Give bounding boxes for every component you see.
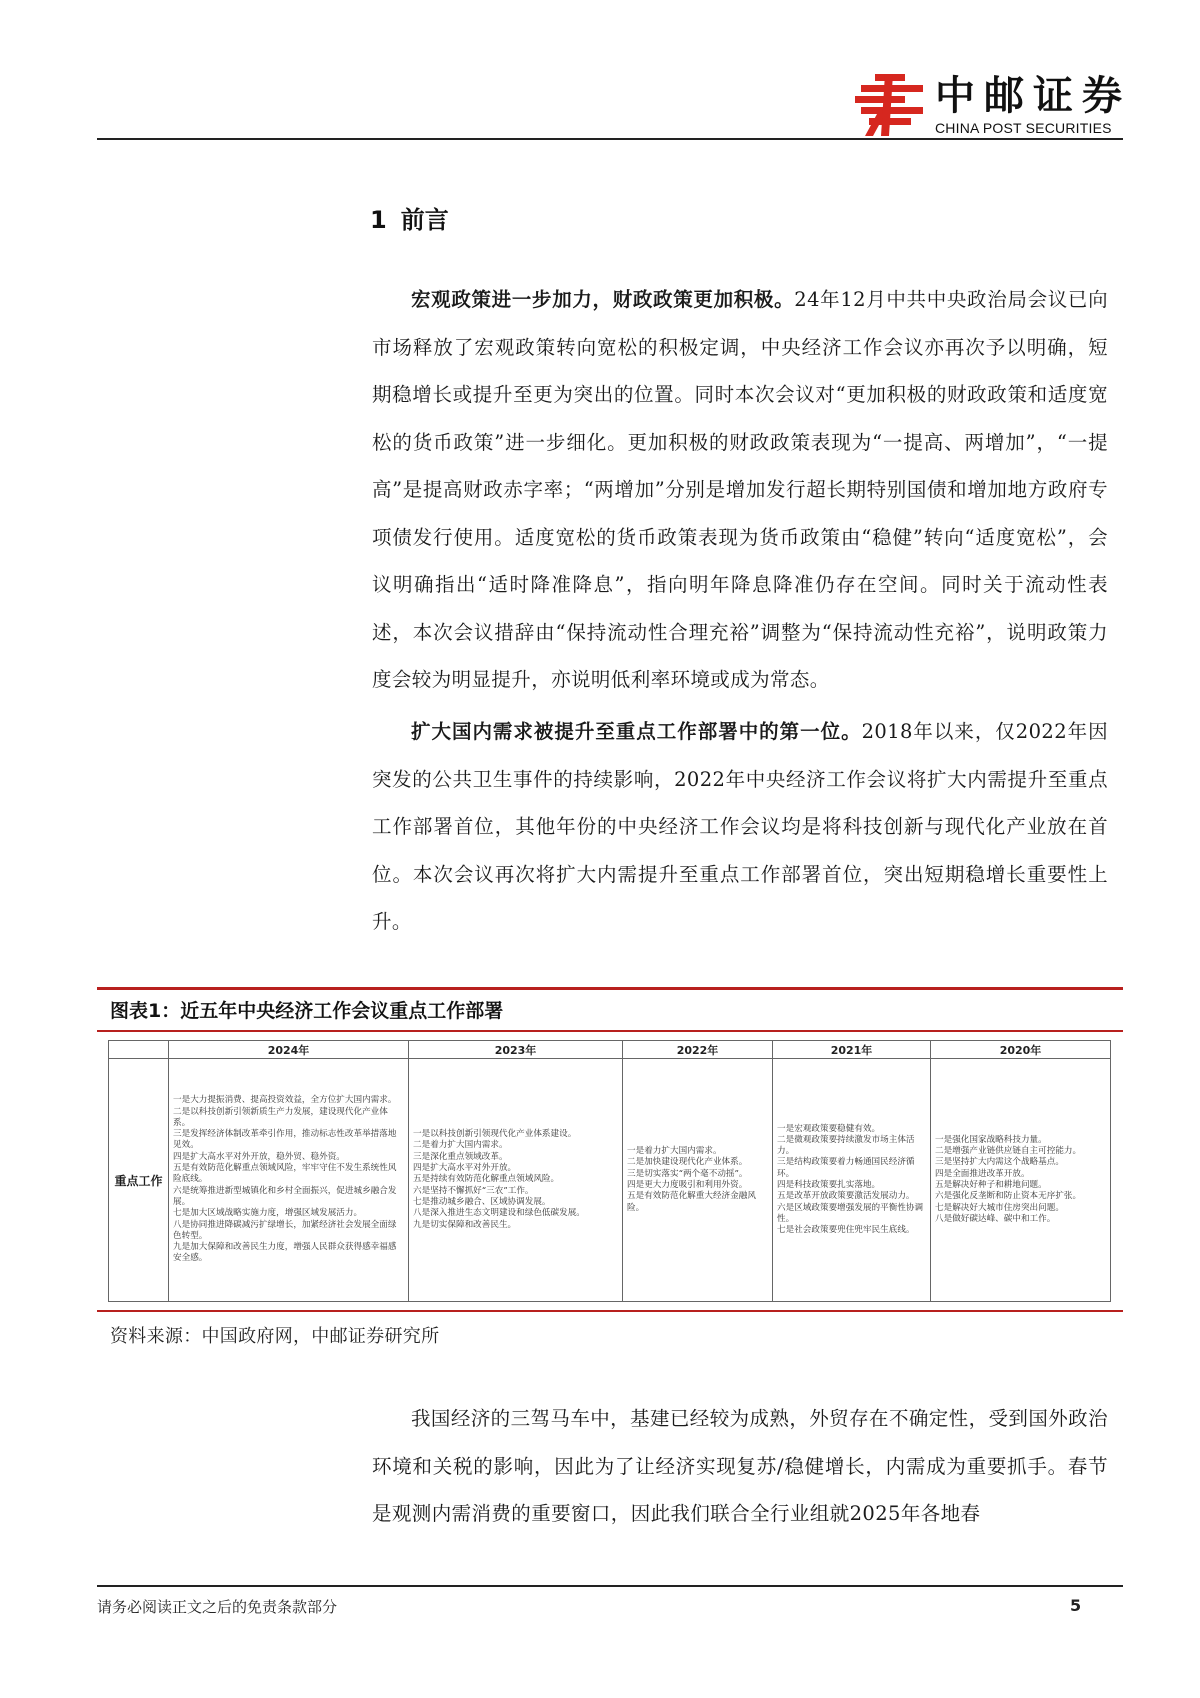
- footer-divider: [97, 1585, 1123, 1587]
- table-header-row: [109, 1041, 1111, 1059]
- table-cell-item: 二是着力扩大国内需求。: [413, 1140, 508, 1151]
- table-cell-item: 七是推动城乡融合、区域协调发展。: [413, 1196, 551, 1207]
- brand-name-cn: 中邮证券: [935, 73, 1131, 119]
- table-cell-item: 一是大力提振消费、提高投资效益，全方位扩大国内需求。: [173, 1095, 397, 1106]
- table-cell-item: 九是切实保障和改善民生。: [413, 1219, 517, 1230]
- table-cell-item: 四是扩大高水平对外开放，稳外贸、稳外资。: [173, 1151, 345, 1162]
- table-cell-item: 四是更大力度吸引和利用外资。: [627, 1180, 748, 1190]
- table-cell-item: 八是协同推进降碳减污扩绿增长，加紧经济社会发展全面绿色转型。: [173, 1219, 397, 1241]
- table-cell-item: 一是宏观政策要稳健有效。: [777, 1123, 881, 1134]
- table-cell-item: 六是统筹推进新型城镇化和乡村全面振兴，促进城乡融合发展。: [173, 1185, 397, 1207]
- table-header-blank: [109, 1041, 169, 1059]
- column-header: 2024年: [169, 1041, 409, 1059]
- table-cell-2024: [169, 1059, 409, 1302]
- table-cell-item: 五是改革开放政策要激活发展动力。: [777, 1191, 915, 1202]
- paragraph-2: [372, 708, 1108, 946]
- table-cell-item: 三是坚持扩大内需这个战略基点。: [935, 1157, 1064, 1168]
- table-cell-item: 七是社会政策要兜住兜牢民生底线。: [777, 1225, 915, 1236]
- footer-disclaimer: 请务必阅读正文之后的免责条款部分: [97, 1598, 338, 1616]
- column-header: 2023年: [409, 1041, 623, 1059]
- table-cell-item: 七是解决好大城市住房突出问题。: [935, 1202, 1064, 1213]
- column-header: 2021年: [773, 1041, 931, 1059]
- figure-title-rule: [97, 1030, 1123, 1032]
- table-cell-item: 八是做好碳达峰、碳中和工作。: [935, 1213, 1056, 1224]
- row-header: 重点工作: [109, 1059, 169, 1302]
- brand-name-en: CHINA POST SECURITIES: [935, 120, 1112, 136]
- figure-bottom-rule: [97, 1310, 1123, 1312]
- paragraph-1: [372, 276, 1108, 704]
- section-title: [370, 200, 449, 235]
- table-cell-item: 三是结构政策要着力畅通国民经济循环。: [777, 1157, 915, 1179]
- header-divider: [97, 138, 1123, 140]
- table-cell-item: 一是强化国家战略科技力量。: [935, 1134, 1047, 1145]
- table-cell-item: 五是持续有效防范化解重点领域风险。: [413, 1174, 560, 1185]
- table-cell-item: 三是发挥经济体制改革牵引作用，推动标志性改革举措落地见效。: [173, 1129, 397, 1151]
- table-cell-item: 四是全面推进改革开放。: [935, 1168, 1030, 1179]
- table-cell-item: 二是微观政策要持续激发市场主体活力。: [777, 1134, 915, 1157]
- china-post-logo-icon: [855, 74, 923, 136]
- table-row: [109, 1059, 1111, 1302]
- table-cell-item: 六是坚持不懈抓好“三农”工作。: [413, 1185, 534, 1196]
- paragraph-1-text: 24年12月中共中央政治局会议已向市场释放了宏观政策转向宽松的积极定调，中央经济工作会议亦再次予以明确，短期稳增长或提升至更为突出的位置。同时本次会议对“更加积极的财政政策和适度宽松的货币政策”进一步细化。更加积极的财政政策表现为“一提高、两增加”，“一提高”是提高财政赤字率；“两增加”分别是增加发行超长期特别国债和增加地方政府专项债发行使用。适度宽松的货币政策表现为货币政策由“稳健”转向“适度宽松”，会议明确指出“适时降准降息”，指向明年降息降准仍存在空间。同时关于流动性表述，本次会议措辞由“保持流动性合理充裕”调整为“保持流动性充裕”，说明政策力度会较为明显提升，亦说明低利率环境或成为常态。: [372, 288, 1108, 691]
- table-cell-item: 三是切实落实“两个毫不动摇”。: [627, 1168, 748, 1179]
- table-cell-item: 九是加大保障和改善民生力度，增强人民群众获得感幸福感安全感。: [173, 1242, 397, 1264]
- figure-top-rule: [97, 987, 1123, 990]
- page-number: 5: [1070, 1596, 1082, 1615]
- table-cell-item: 八是深入推进生态文明建设和绿色低碳发展。: [413, 1208, 585, 1219]
- paragraph-2-text: 2018年以来，仅2022年因突发的公共卫生事件的持续影响，2022年中央经济工作会议将扩大内需提升至重点工作部署首位，其他年份的中央经济工作会议均是将科技创新与现代化产业放在首位。本次会议再次将扩大内需提升至重点工作部署首位，突出短期稳增长重要性上升。: [372, 720, 1108, 933]
- column-header: 2022年: [623, 1041, 773, 1059]
- table-cell-item: 四是科技政策要扎实落地。: [777, 1180, 881, 1190]
- figure-title: 图表1：近五年中央经济工作会议重点工作部署: [110, 1000, 504, 1022]
- figure-table: [108, 1040, 1111, 1302]
- table-cell-item: 六是强化反垄断和防止资本无序扩张。: [935, 1191, 1082, 1202]
- table-cell-2020: [931, 1059, 1111, 1302]
- table-cell-2022: [623, 1059, 773, 1302]
- paragraph-3-text: 我国经济的三驾马车中，基建已经较为成熟，外贸存在不确定性，受到国外政治环境和关税的影响，因此为了让经济实现复苏/稳健增长，内需成为重要抓手。春节是观测内需消费的重要窗口，因此我们联合全行业组就2025年各地春: [372, 1407, 1108, 1525]
- table-cell-2021: [773, 1059, 931, 1302]
- paragraph-3: [372, 1395, 1108, 1538]
- section-title-text: 前言: [400, 206, 449, 234]
- paragraph-2-lead: 扩大国内需求被提升至重点工作部署中的第一位。: [411, 720, 862, 743]
- figure-source: 资料来源：中国政府网，中邮证券研究所: [110, 1326, 440, 1347]
- table-cell-2023: [409, 1059, 623, 1302]
- column-header: 2020年: [931, 1041, 1111, 1059]
- table-cell-item: 二是加快建设现代化产业体系。: [627, 1157, 748, 1168]
- section-number: 1: [370, 206, 387, 234]
- table-cell-item: 五是有效防范化解重大经济金融风险。: [627, 1191, 756, 1213]
- table-cell-item: 六是区域政策要增强发展的平衡性协调性。: [777, 1202, 924, 1224]
- paragraph-1-lead: 宏观政策进一步加力，财政政策更加积极。: [411, 288, 795, 311]
- table-cell-item: 一是以科技创新引领现代化产业体系建设。: [413, 1129, 577, 1140]
- brand-logo: [855, 70, 1131, 140]
- table-cell-item: 一是着力扩大国内需求。: [627, 1146, 722, 1157]
- table-cell-item: 四是扩大高水平对外开放。: [413, 1163, 517, 1174]
- table-cell-item: 五是解决好种子和耕地问题。: [935, 1180, 1047, 1190]
- table-cell-item: 二是以科技创新引领新质生产力发展，建设现代化产业体系。: [173, 1106, 388, 1128]
- table-cell-item: 五是有效防范化解重点领域风险，牢牢守住不发生系统性风险底线。: [173, 1163, 397, 1185]
- table-cell-item: 七是加大区域战略实施力度，增强区域发展活力。: [173, 1208, 363, 1219]
- table-cell-item: 三是深化重点领域改革。: [413, 1151, 508, 1162]
- table-cell-item: 二是增强产业链供应链自主可控能力。: [935, 1146, 1082, 1157]
